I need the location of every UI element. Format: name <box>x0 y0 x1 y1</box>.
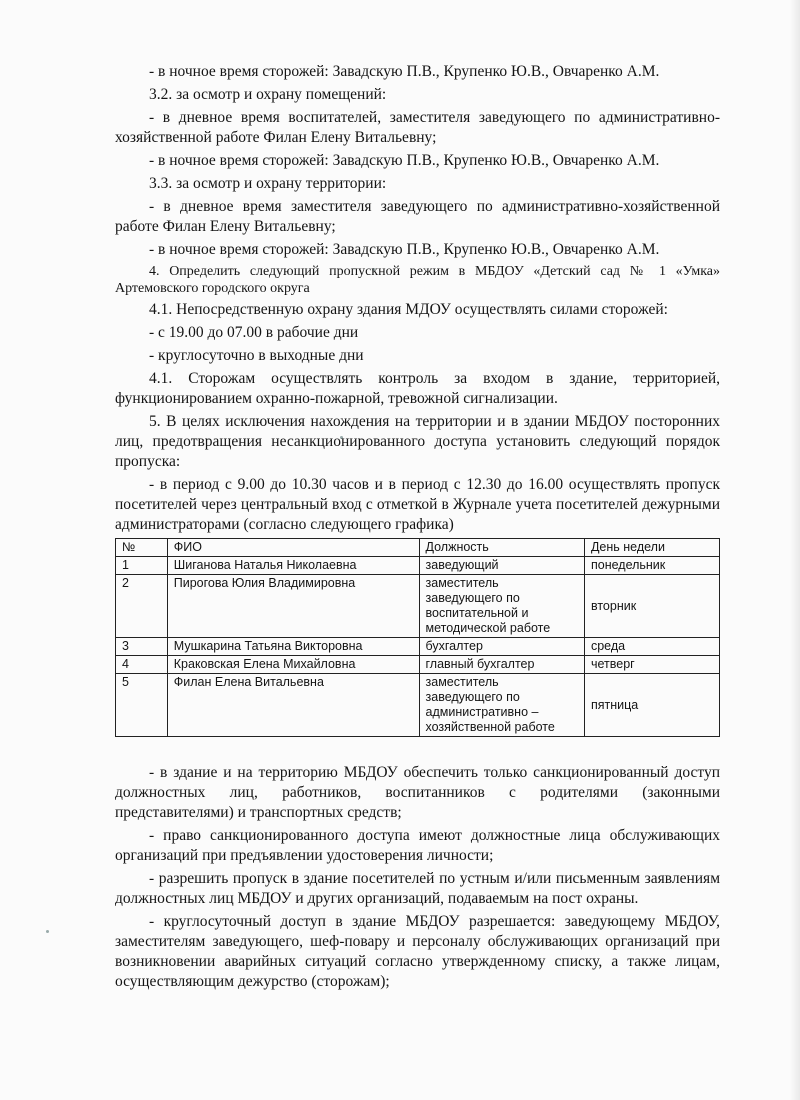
paragraph: 5. В целях исключения нахождения на территории и в здании МБДОУ посторонних лиц, предотвращения несанкционированного доступа установить следующий порядок пропуска: <box>115 413 720 470</box>
paragraph: - в здание и на территорию МБДОУ обеспечить только санкционированный доступ должностных лиц, работников, воспитанников с родителями (законными представителями) и транспортных средств; <box>115 764 720 821</box>
cell-number: 4 <box>116 656 168 674</box>
paragraph: - в ночное время сторожей: Завадскую П.В., Крупенко Ю.В., Овчаренко А.М. <box>149 152 660 169</box>
paragraph: - круглосуточно в выходные дни <box>149 347 364 364</box>
scan-speck <box>46 930 49 933</box>
paragraph: 4. Определить следующий пропускной режим в МБДОУ «Детский сад № 1 «Умка» Артемовского городского округа <box>115 264 720 296</box>
document-body <box>115 62 720 995</box>
cell-position: заместитель заведующего по воспитательной и методической работе <box>419 575 584 638</box>
paragraph: 3.2. за осмотр и охрану помещений: <box>149 86 387 103</box>
cell-position: заместитель заведующего по административно – хозяйственной работе <box>419 674 584 737</box>
cell-number: 1 <box>116 557 168 575</box>
cell-day: среда <box>584 638 719 656</box>
table-row <box>116 656 720 674</box>
page-edge-shadow <box>790 0 800 1100</box>
cell-day: четверг <box>584 656 719 674</box>
paragraph: - в дневное время заместителя заведующего по административно-хозяйственной работе Филан Елену Витальевну; <box>115 198 720 235</box>
cell-name: Шиганова Наталья Николаевна <box>167 557 419 575</box>
cell-day: вторник <box>584 575 719 638</box>
table-row <box>116 674 720 737</box>
paragraph: - с 19.00 до 07.00 в рабочие дни <box>149 324 359 341</box>
duty-schedule-table <box>115 538 720 737</box>
cell-position: главный бухгалтер <box>419 656 584 674</box>
paragraph: 4.1. Сторожам осуществлять контроль за входом в здание, территорией, функционированием охранно-пожарной, тревожной сигнализации. <box>115 370 720 407</box>
spacer <box>115 737 720 763</box>
paragraph: - в ночное время сторожей: Завадскую П.В., Крупенко Ю.В., Овчаренко А.М. <box>149 241 660 258</box>
cell-name: Пирогова Юлия Владимировна <box>167 575 419 638</box>
cell-name: Мушкарина Татьяна Викторовна <box>167 638 419 656</box>
paragraph: - круглосуточный доступ в здание МБДОУ разрешается: заведующему МБДОУ, заместителям заведующего, шеф-повару и персоналу обслуживающих организаций при возникновении аварийных ситуаций согласно утвержденному списку, а также лицам, осуществляющим дежурство (сторожам); <box>115 913 720 990</box>
header-cell: Должность <box>419 539 584 557</box>
paragraph: 3.3. за осмотр и охрану территории: <box>149 175 387 192</box>
table-row <box>116 557 720 575</box>
table-row <box>116 638 720 656</box>
cell-position: бухгалтер <box>419 638 584 656</box>
header-cell: № <box>116 539 168 557</box>
cell-number: 3 <box>116 638 168 656</box>
cell-day: понедельник <box>584 557 719 575</box>
paragraph: - в ночное время сторожей: Завадскую П.В., Крупенко Ю.В., Овчаренко А.М. <box>149 63 660 80</box>
paragraph: 4.1. Непосредственную охрану здания МДОУ осуществлять силами сторожей: <box>149 301 668 318</box>
paragraph: - в дневное время воспитателей, заместителя заведующего по административно-хозяйственной работе Филан Елену Витальевну; <box>115 109 720 146</box>
paragraph: - право санкционированного доступа имеют должностные лица обслуживающих организаций при предъявлении удостоверения личности; <box>115 827 720 864</box>
cell-name: Филан Елена Витальевна <box>167 674 419 737</box>
header-cell: ФИО <box>167 539 419 557</box>
cell-day: пятница <box>584 674 719 737</box>
cell-name: Краковская Елена Михайловна <box>167 656 419 674</box>
cell-number: 2 <box>116 575 168 638</box>
cell-number: 5 <box>116 674 168 737</box>
paragraph: - в период с 9.00 до 10.30 часов и в период с 12.30 до 16.00 осуществлять пропуск посетителей через центральный вход с отметкой в Журнале учета посетителей дежурными администраторами (согласно следующего графика) <box>115 476 720 533</box>
cell-position: заведующий <box>419 557 584 575</box>
paragraph: - разрешить пропуск в здание посетителей по устным и/или письменным заявлениям должностных лиц МБДОУ и других организаций, подаваемым на пост охраны. <box>115 870 720 907</box>
table-row <box>116 575 720 638</box>
header-cell: День недели <box>584 539 719 557</box>
table-header-row <box>116 539 720 557</box>
